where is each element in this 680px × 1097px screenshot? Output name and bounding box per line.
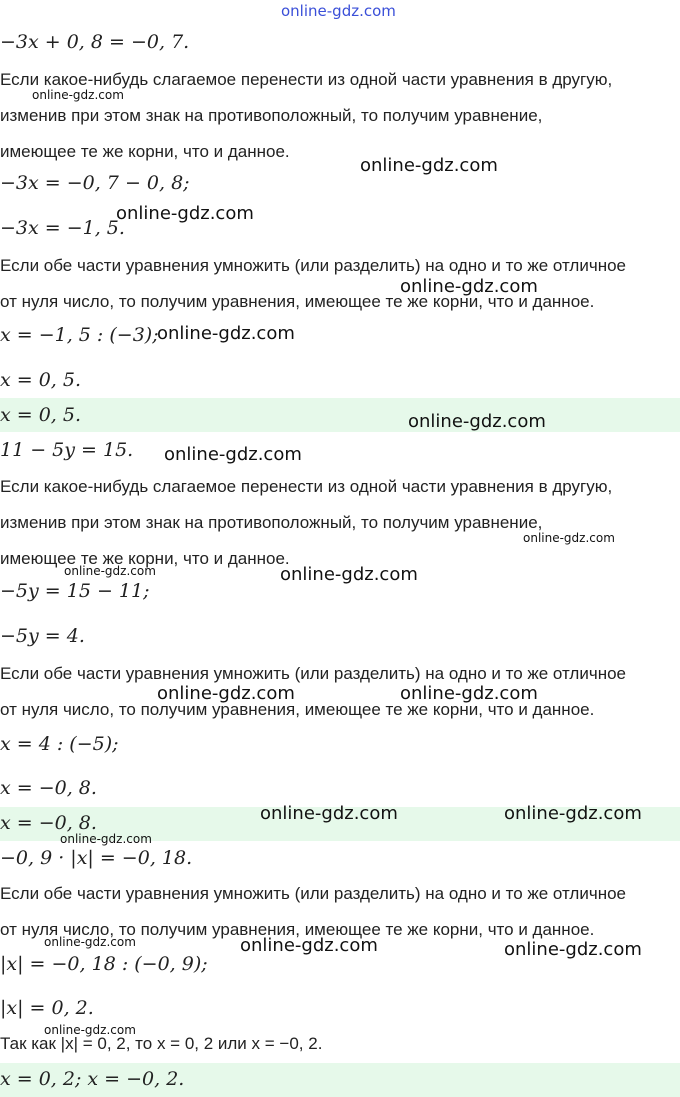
explanation-line: от нуля число, то получим уравнения, имеющее те же корни, что и данное.	[0, 700, 595, 719]
equation-line: x = 0, 5.	[0, 369, 82, 391]
watermark: online-gdz.com	[60, 832, 152, 846]
watermark: online-gdz.com	[360, 155, 498, 176]
watermark: online-gdz.com	[523, 531, 615, 545]
equation-line: |x| = −0, 18 : (−0, 9);	[0, 953, 208, 975]
explanation-line: изменив при этом знак на противоположный, то получим уравнение,	[0, 106, 543, 125]
equation-line: |x| = 0, 2.	[0, 997, 94, 1019]
equation-line: −3x = −0, 7 − 0, 8;	[0, 172, 190, 194]
explanation-line: от нуля число, то получим уравнения, имеющее те же корни, что и данное.	[0, 292, 595, 311]
watermark: online-gdz.com	[64, 564, 156, 578]
watermark: online-gdz.com	[240, 935, 378, 956]
watermark: online-gdz.com	[157, 683, 295, 704]
watermark: online-gdz.com	[157, 323, 295, 344]
answer-highlight	[0, 398, 680, 432]
explanation-line: от нуля число, то получим уравнения, имеющее те же корни, что и данное.	[0, 920, 595, 939]
watermark: online-gdz.com	[280, 564, 418, 585]
watermark: online-gdz.com	[116, 203, 254, 224]
explanation-line: имеющее те же корни, что и данное.	[0, 549, 290, 568]
explanation-line: Если какое-нибудь слагаемое перенести из одной части уравнения в другую,	[0, 477, 613, 496]
site-header-link[interactable]: online-gdz.com	[281, 2, 396, 20]
explanation-line: имеющее те же корни, что и данное.	[0, 142, 290, 161]
explanation-line: Если какое-нибудь слагаемое перенести из одной части уравнения в другую,	[0, 70, 613, 89]
watermark: online-gdz.com	[408, 411, 546, 432]
watermark: online-gdz.com	[260, 803, 398, 824]
watermark: online-gdz.com	[44, 935, 136, 949]
watermark: online-gdz.com	[400, 683, 538, 704]
answer-line: x = 0, 2; x = −0, 2.	[0, 1068, 185, 1090]
watermark: online-gdz.com	[32, 88, 124, 102]
equation-line: −5y = 15 − 11;	[0, 580, 150, 602]
equation-line: −5y = 4.	[0, 625, 85, 647]
equation-line: −3x + 0, 8 = −0, 7.	[0, 31, 190, 53]
equation-line: x = 4 : (−5);	[0, 733, 119, 755]
watermark: online-gdz.com	[504, 939, 642, 960]
equation-line: x = −1, 5 : (−3);	[0, 324, 159, 346]
watermark: online-gdz.com	[44, 1023, 136, 1037]
equation-line: −0, 9 · |x| = −0, 18.	[0, 847, 193, 869]
explanation-line: изменив при этом знак на противоположный, то получим уравнение,	[0, 513, 543, 532]
equation-line: x = −0, 8.	[0, 777, 97, 799]
explanation-line: Так как |x| = 0, 2, то x = 0, 2 или x = −0, 2.	[0, 1034, 323, 1053]
watermark: online-gdz.com	[400, 276, 538, 297]
watermark: online-gdz.com	[504, 803, 642, 824]
explanation-line: Если обе части уравнения умножить (или разделить) на одно и то же отличное	[0, 256, 626, 275]
equation-line: −3x = −1, 5.	[0, 217, 125, 239]
watermark: online-gdz.com	[164, 444, 302, 465]
equation-line: 11 − 5y = 15.	[0, 439, 134, 461]
explanation-line: Если обе части уравнения умножить (или разделить) на одно и то же отличное	[0, 884, 626, 903]
answer-line: x = −0, 8.	[0, 812, 97, 834]
answer-line: x = 0, 5.	[0, 404, 82, 426]
explanation-line: Если обе части уравнения умножить (или разделить) на одно и то же отличное	[0, 664, 626, 683]
